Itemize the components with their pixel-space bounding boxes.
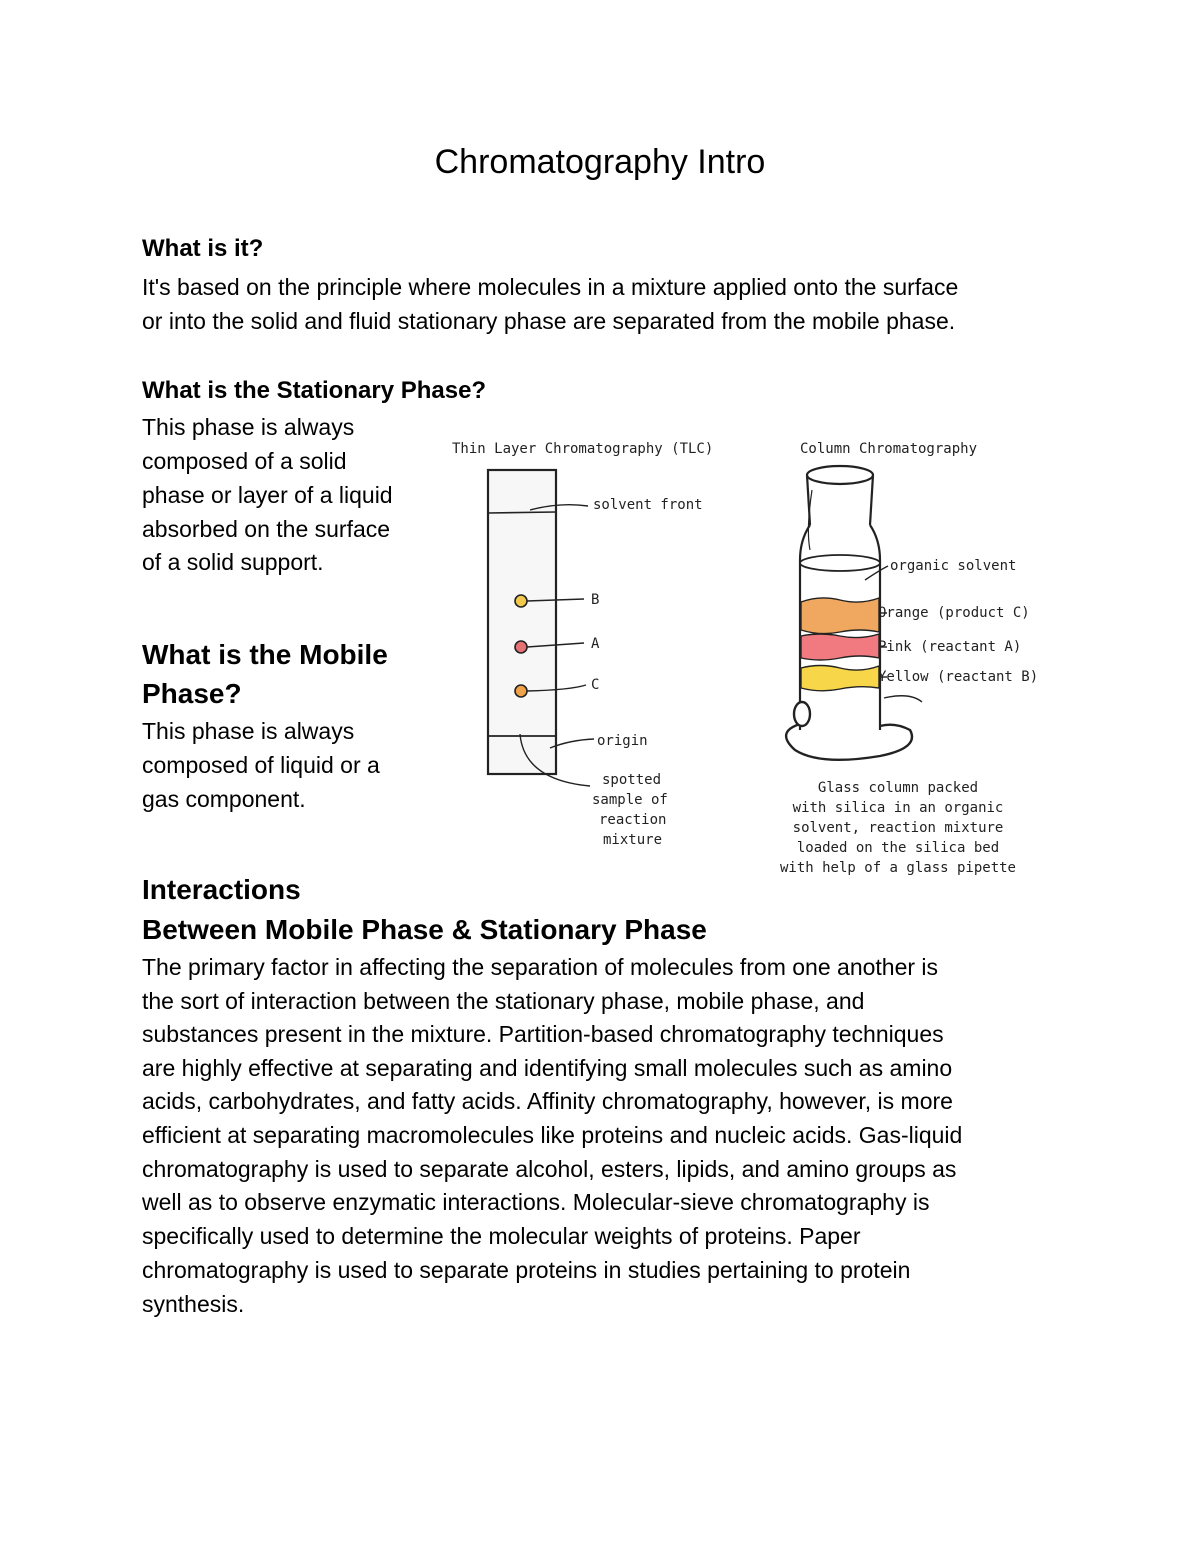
column-clamp	[786, 724, 912, 760]
spot-a-label: A	[591, 636, 600, 652]
spot-c-label: C	[591, 677, 600, 693]
paragraph-line: the sort of interaction between the stationary phase, mobile phase, and	[142, 988, 865, 1014]
paragraph-line: well as to observe enzymatic interactions. Molecular-sieve chromatography is	[142, 1189, 930, 1215]
stand-arm	[884, 696, 922, 702]
band-pink	[801, 634, 879, 660]
solvent-front-line	[488, 512, 556, 513]
pink-label: Pink (reactant A)	[878, 639, 1022, 655]
paragraph-line: This phase is always	[142, 718, 355, 744]
paragraph-line: specifically used to determine the molecular weights of proteins. Paper	[142, 1223, 861, 1249]
paragraph-line: synthesis.	[142, 1291, 245, 1317]
paragraph-line: are highly effective at separating and identifying small molecules such as amino	[142, 1055, 953, 1081]
sample-label: reaction	[599, 812, 667, 828]
tlc-diagram	[452, 441, 713, 848]
spot-b-label: B	[591, 592, 600, 608]
paragraph-line: composed of liquid or a	[142, 752, 380, 778]
column-caption: loaded on the silica bed	[796, 840, 1000, 856]
paragraph-line: It's based on the principle where molecules in a mixture applied onto the surface	[142, 274, 959, 300]
paragraph-line: composed of a solid	[142, 448, 347, 474]
solvent-front-label: solvent front	[593, 497, 703, 513]
column-top-rim	[807, 466, 873, 484]
page-title: Chromatography Intro	[434, 143, 766, 181]
heading-stationary-phase: What is the Stationary Phase?	[142, 377, 487, 404]
paragraph-line: phase or layer of a liquid	[142, 482, 393, 508]
tlc-plate	[488, 470, 556, 774]
spot-c	[515, 685, 527, 697]
solvent-surface	[800, 555, 880, 571]
stopcock-icon	[794, 702, 810, 726]
subheading-mobile-stationary: Between Mobile Phase & Stationary Phase	[142, 914, 707, 945]
paragraph-line: of a solid support.	[142, 549, 324, 575]
yellow-label: Yellow (reactant B)	[878, 669, 1039, 685]
column-diagram	[780, 441, 1038, 876]
paragraph-line: acids, carbohydrates, and fatty acids. Affinity chromatography, however, is more	[142, 1088, 953, 1114]
column-caption: with help of a glass pipette	[779, 860, 1017, 876]
tlc-title: Thin Layer Chromatography (TLC)	[452, 441, 714, 457]
paragraph-line: chromatography is used to separate alcohol, esters, lipids, and amino groups as	[142, 1156, 957, 1182]
heading-what-is-it: What is it?	[142, 235, 264, 262]
heading-interactions: Interactions	[142, 874, 301, 905]
chromatography-diagram	[440, 430, 1040, 880]
column-caption: solvent, reaction mixture	[792, 820, 1004, 836]
spot-a	[515, 641, 527, 653]
orange-label: Orange (product C)	[878, 605, 1030, 621]
paragraph-line: gas component.	[142, 786, 306, 812]
organic-solvent-label: organic solvent	[890, 558, 1017, 574]
heading-mobile-phase: What is the Mobile	[142, 639, 388, 670]
column-title: Column Chromatography	[800, 441, 978, 457]
column-caption: with silica in an organic	[792, 800, 1004, 816]
heading-mobile-phase-cont: Phase?	[142, 678, 242, 709]
paragraph-line: The primary factor in affecting the separation of molecules from one another is	[142, 954, 939, 980]
spot-b	[515, 595, 527, 607]
paragraph-line: This phase is always	[142, 414, 355, 440]
paragraph-line: or into the solid and fluid stationary phase are separated from the mobile phase.	[142, 308, 956, 334]
column-neck-right	[870, 475, 873, 525]
sample-label: mixture	[603, 832, 663, 848]
band-orange	[801, 598, 879, 634]
sample-label: spotted	[602, 772, 662, 788]
paragraph-line: substances present in the mixture. Partition-based chromatography techniques	[142, 1021, 944, 1047]
sample-label: sample of	[592, 792, 668, 808]
paragraph-line: absorbed on the surface	[142, 516, 391, 542]
origin-label: origin	[597, 733, 648, 749]
column-caption: Glass column packed	[817, 780, 979, 796]
paragraph-line: chromatography is used to separate proteins in studies pertaining to protein	[142, 1257, 911, 1283]
paragraph-line: efficient at separating macromolecules like proteins and nucleic acids. Gas-liquid	[142, 1122, 963, 1148]
band-yellow	[801, 666, 879, 691]
